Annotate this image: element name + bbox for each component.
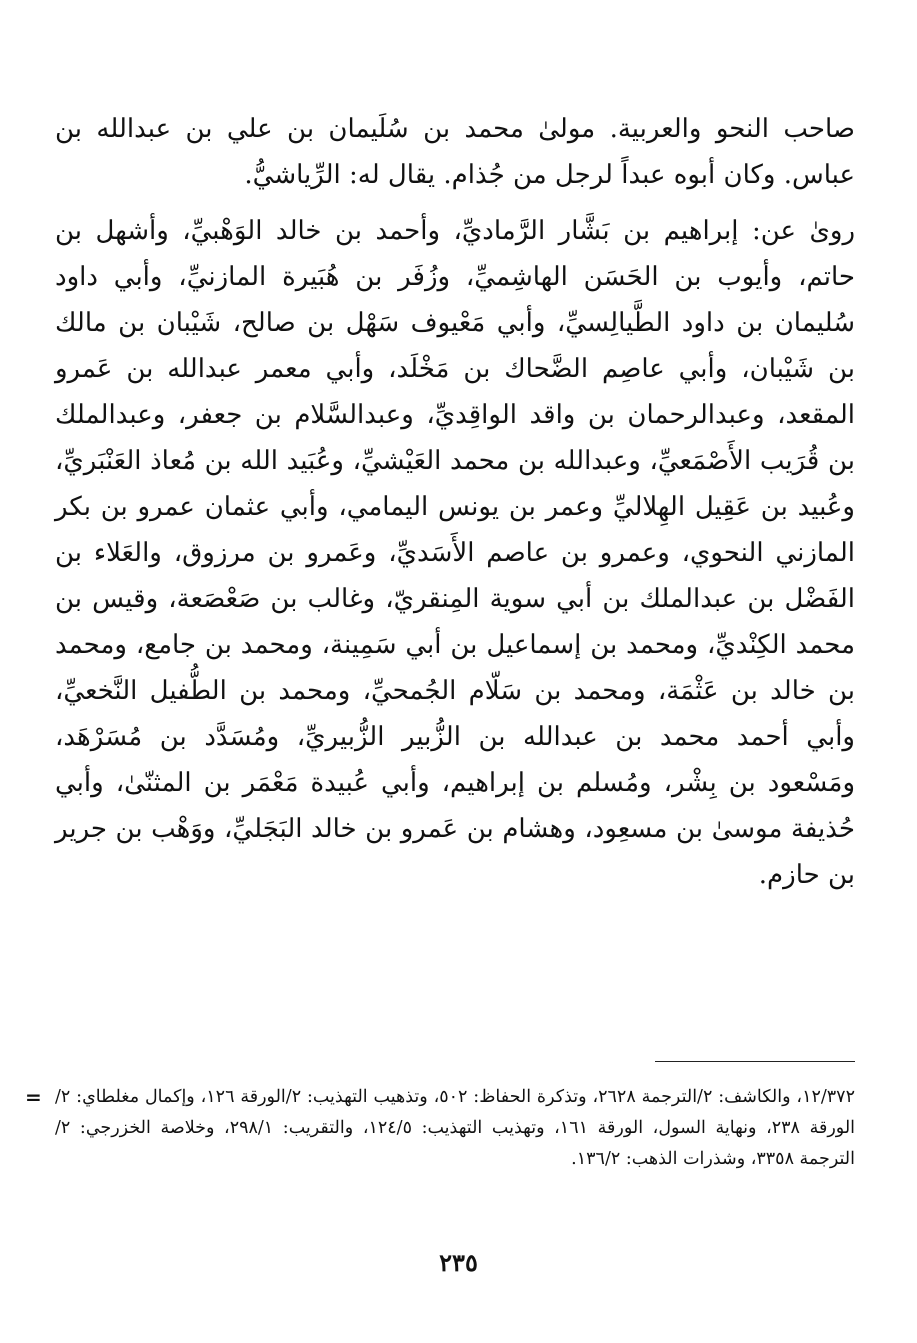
footnote	[25, 1082, 856, 1175]
footnote-divider	[655, 1061, 855, 1062]
paragraph-2: روىٰ عن: إبراهيم بن بَشَّار الرَّماديِّ، وأحمد بن خالد الوَهْبيِّ، وأشهل بن حاتم، وأيوب بن الحَسَن الهاشِميِّ، وزُفَر بن هُبَيرة المازنيِّ، وأبي داود سُليمان بن داود الطَّيالِسيِّ، وأبي مَعْيوف سَهْل بن صالح، شَيْبان بن مالك بن شَيْبان، وأبي عاصِم الضَّحاك بن مَخْلَد، وأبي معمر عبدالله بن عَمرو المقعد، وعبدالرحمان بن واقد الواقِديِّ، وعبدالسَّلام بن جعفر، وعبدالملك بن قُرَيب الأَصْمَعيِّ، وعبدالله بن محمد العَيْشيِّ، وعُبَيد الله بن مُعاذ العَنْبَريِّ، وعُبيد بن عَقِيل الهِلاليِّ وعمر بن يونس اليمامي، وأبي عثمان عمرو بن بكر المازني النحوي، وعمرو بن عاصم الأَسَديِّ، وعَمرو بن مرزوق، والعَلاء بن الفَضْل بن عبدالملك بن أبي سوية المِنقريّ، وغالب بن صَعْصَعة، وقيس بن محمد الكِنْديِّ، ومحمد بن إسماعيل بن أبي سَمِينة، ومحمد بن جامع، ومحمد بن خالد بن عَثْمَة، ومحمد بن سَلّام الجُمحيِّ، ومحمد بن الطُّفيل النَّخعيِّ، وأبي أحمد محمد بن عبدالله بن الزُّبير الزُّبيريِّ، ومُسَدَّد بن مُسَرْهَد، ومَسْعود بن بِشْر، ومُسلم بن إبراهيم، وأبي عُبيدة مَعْمَر بن المثنّىٰ، وأبي حُذيفة موسىٰ بن مسعِود، وهشام بن عَمرو بن خالد البَجَليِّ، ووَهْب بن جرير بن حازم.	[55, 216, 855, 890]
page-number: ٢٣٥	[439, 1248, 478, 1277]
footnote-text: ١٢/٣٧٢، والكاشف: ٢/الترجمة ٢٦٢٨، وتذكرة الحفاظ: ٥٠٢، وتذهيب التهذيب: ٢/الورقة ١٢٦، وإكمال مغلطاي: ٢/الورقة ٢٣٨، ونهاية السول، الورقة ١٦١، وتهذيب التهذيب: ١٢٤/٥، والتقريب: ٢٩٨/١، وخلاصة الخزرجي: ٢/الترجمة ٣٣٥٨، وشذرات الذهب: ١٣٦/٢.	[55, 1087, 856, 1169]
main-text	[55, 106, 855, 898]
paragraph-1: صاحب النحو والعربية. مولىٰ محمد بن سُلَيمان بن علي بن عبدالله بن عباس. وكان أبوه عبداً لرجل من جُذام. يقال له: الرِّياشيُّ.	[55, 114, 855, 190]
footnote-continuation-marker: =	[25, 1085, 42, 1109]
